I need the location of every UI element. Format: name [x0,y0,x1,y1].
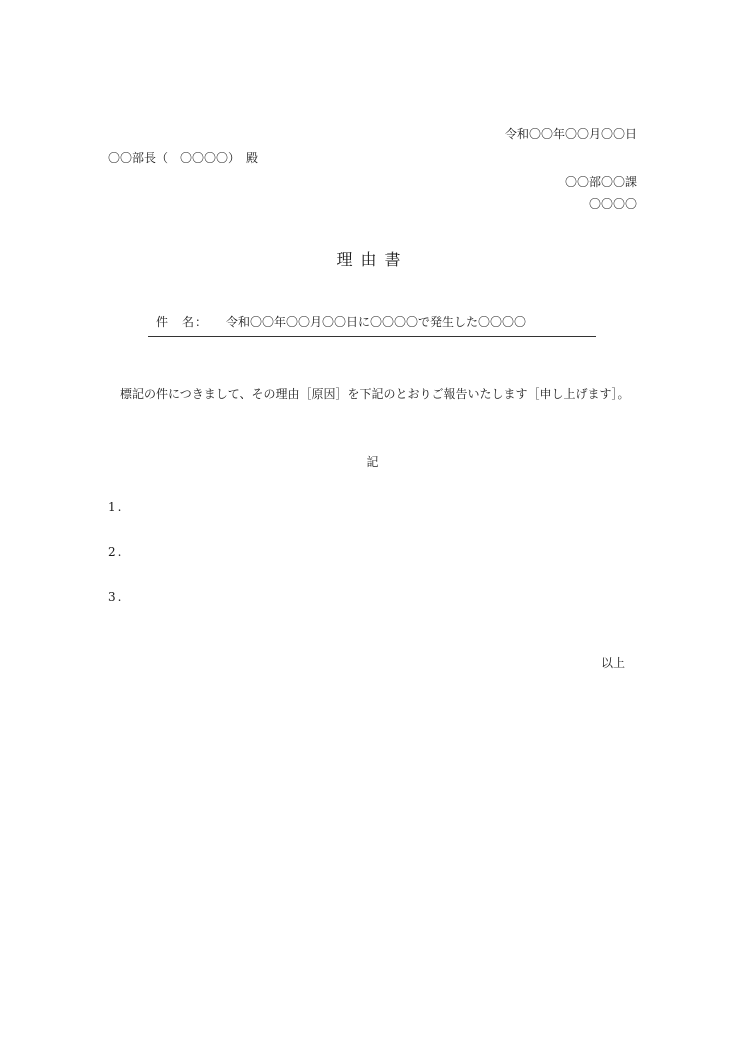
sender-name: 〇〇〇〇 [588,197,637,211]
body-paragraph: 標記の件につきまして、その理由［原因］を下記のとおりご報告いたします［申し上げます］。 [120,387,630,401]
list-item-2: 2. [108,545,124,559]
recipient-line: 〇〇部長（ 〇〇〇〇） 殿 [108,151,259,165]
closing-text: 以上 [600,656,625,670]
list-item-1: 1. [108,500,124,514]
subject-row [148,310,596,337]
subject-value: 令和〇〇年〇〇月〇〇日に〇〇〇〇で発生した〇〇〇〇 [226,315,527,329]
list-item-3: 3. [108,590,124,604]
ki-heading: 記 [366,455,379,469]
document-date: 令和〇〇年〇〇月〇〇日 [504,127,637,141]
document-title: 理由書 [336,250,409,269]
sender-department: 〇〇部〇〇課 [564,175,637,189]
subject-label: 件 名： [156,315,209,329]
